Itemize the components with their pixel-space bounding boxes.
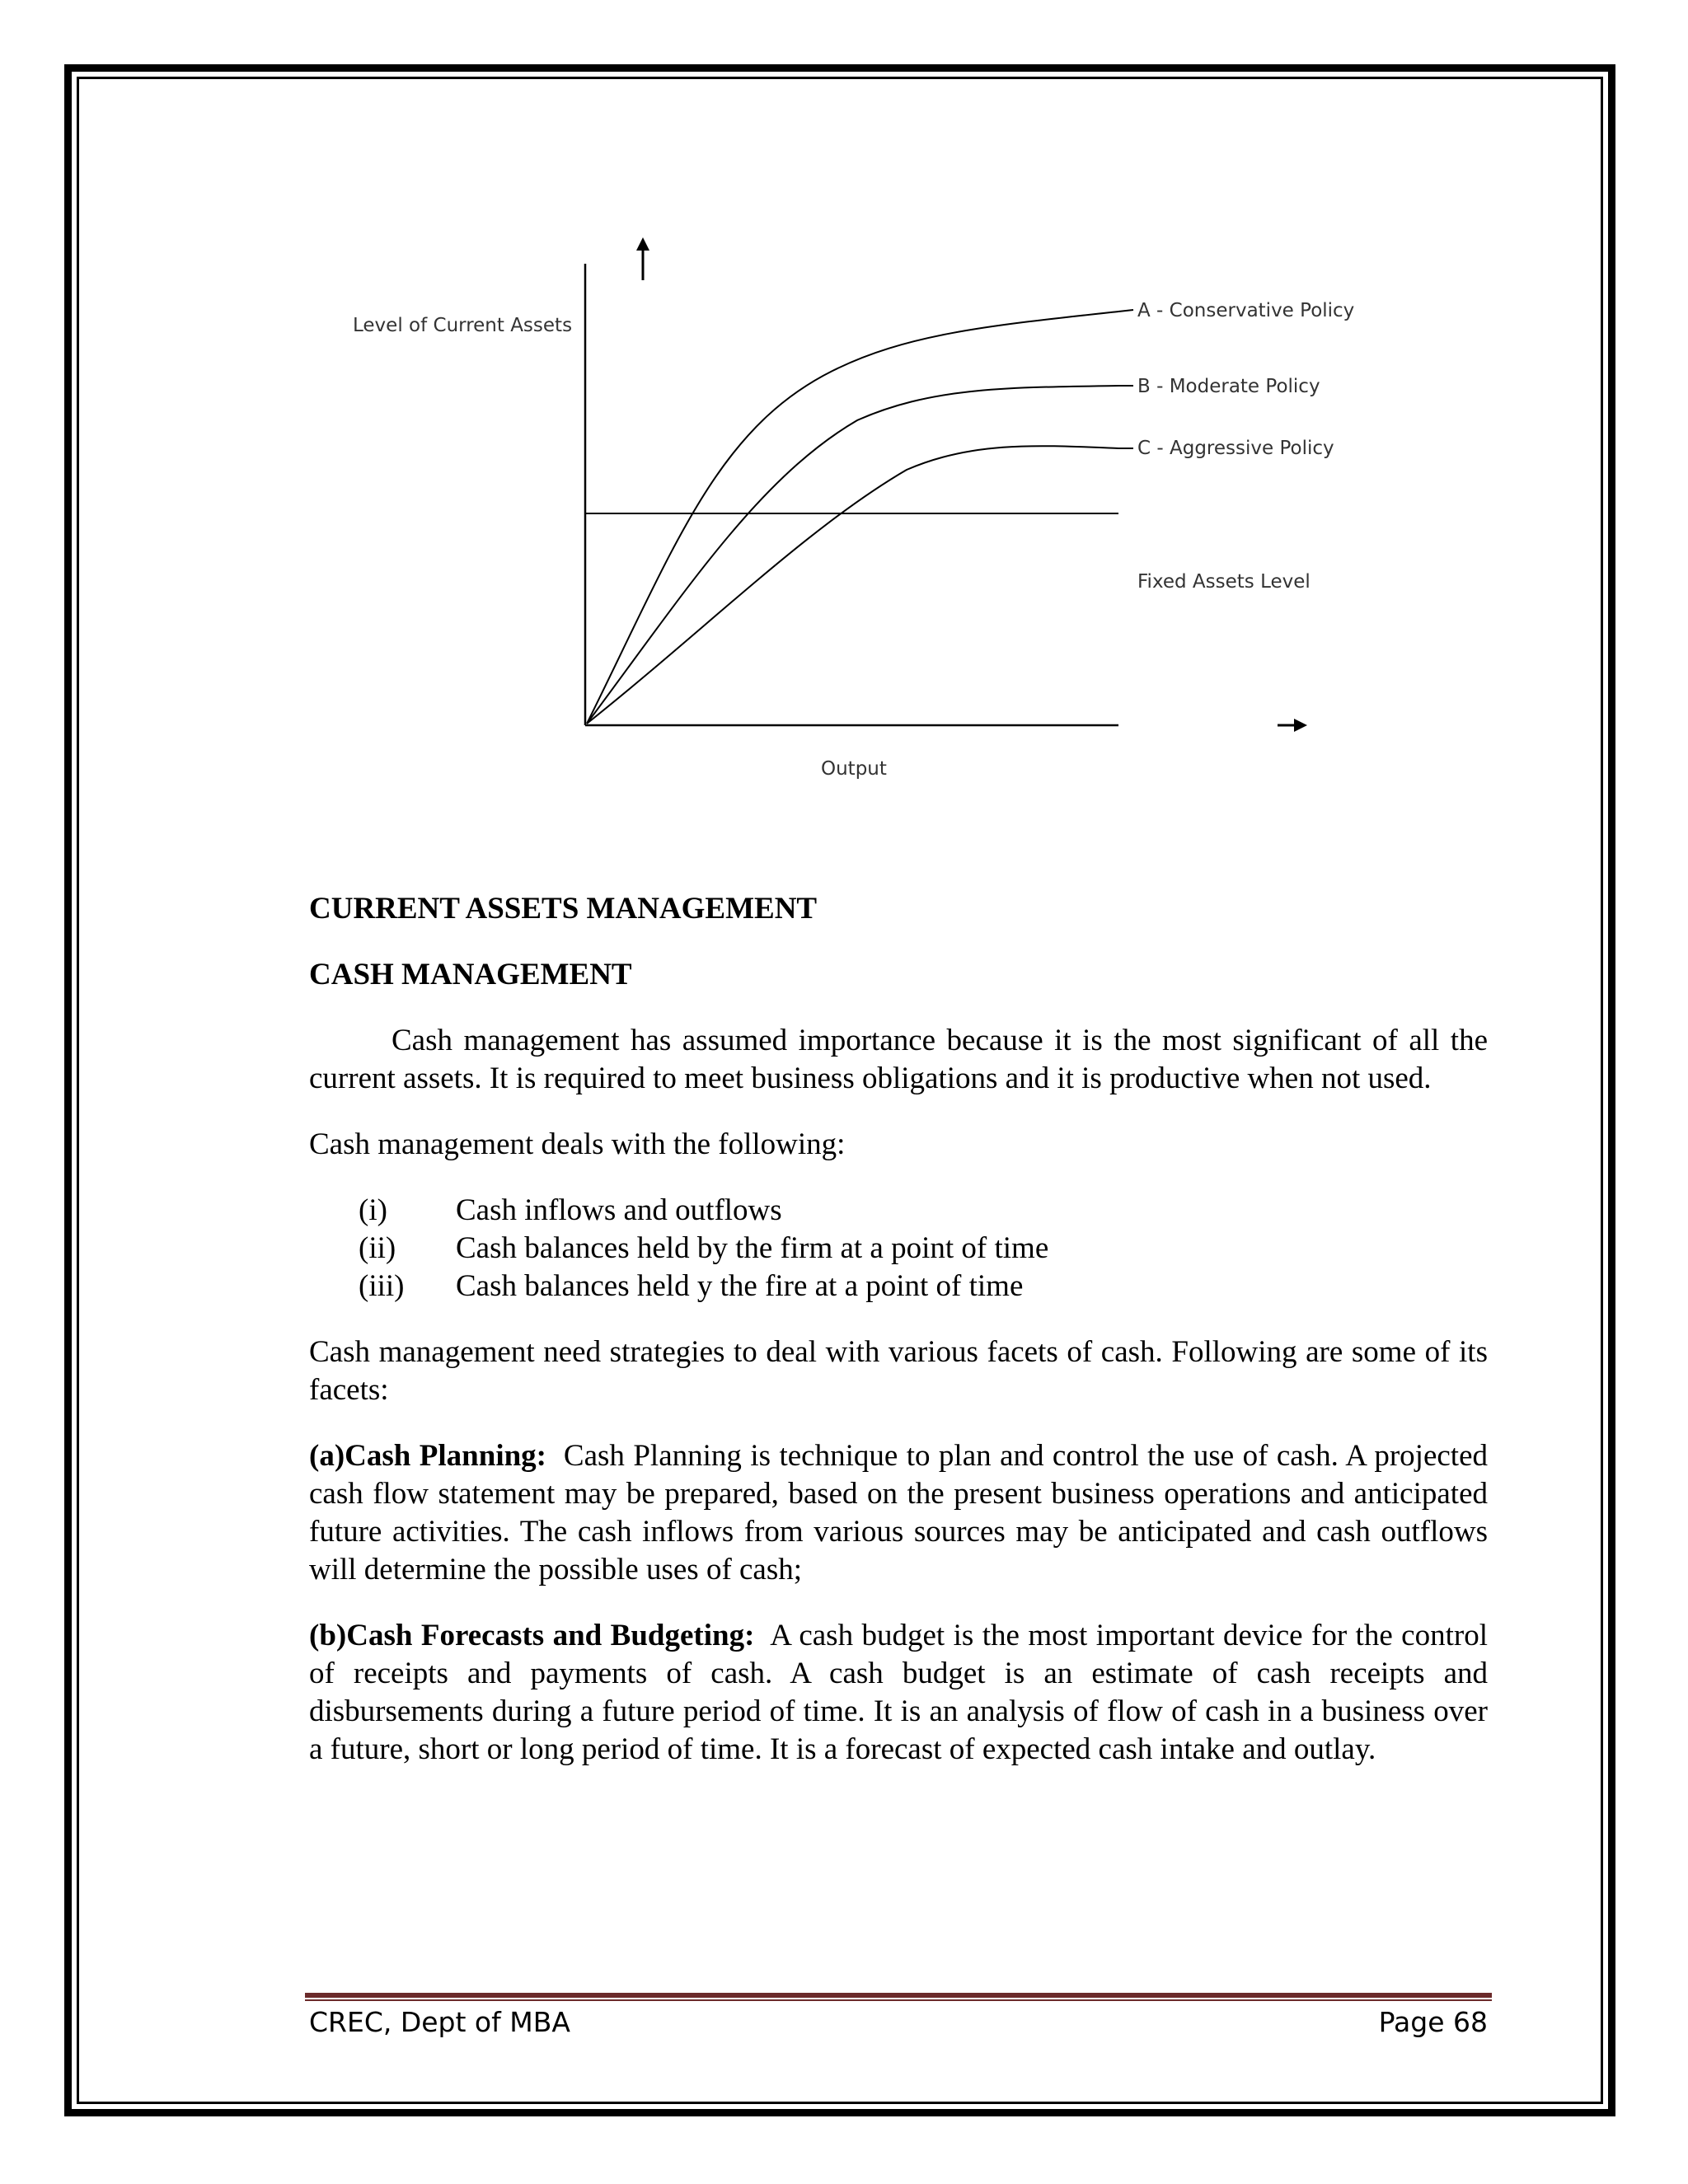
main-content (309, 890, 1488, 1797)
y-arrow-icon (636, 237, 649, 280)
footer-page-number: Page 68 (1378, 2006, 1488, 2038)
list-item (359, 1192, 1488, 1230)
cash-forecasts-title: (b)Cash Forecasts and Budgeting: (309, 1619, 755, 1652)
x-axis-label: Output (821, 758, 887, 780)
cash-planning-text: Cash Planning is technique to plan and control the use of cash. A projected cash flow statement may be prepared, based on the present business operations and anticipated future activities. The cash inflows from various sources may be anticipated and cash outflows will determine the possible uses of cash; (309, 1439, 1488, 1586)
curve-a-conservative (587, 312, 1118, 724)
list-item (359, 1268, 1488, 1305)
footer-divider (305, 1993, 1492, 2001)
intro-paragraph: Cash management has assumed importance because it is the most significant of all the current assets. It is required to meet business obligations and it is productive when not used. (309, 1024, 1488, 1095)
curve-a-label: A - Conservative Policy (1137, 300, 1355, 321)
curve-b-moderate (587, 386, 1118, 724)
list-item-number: (ii) (359, 1231, 396, 1265)
curve-c-aggressive (587, 446, 1118, 724)
footer-department: CREC, Dept of MBA (309, 2006, 570, 2038)
section-heading: CURRENT ASSETS MANAGEMENT (309, 892, 818, 926)
strategies-paragraph: Cash management need strategies to deal with various facets of cash. Following are some of its facets: (309, 1335, 1488, 1407)
working-capital-policy-diagram (330, 231, 1401, 808)
list-item-text: Cash inflows and outflows (456, 1193, 782, 1227)
cash-forecasts-text: A cash budget is the most important device for the control of receipts and payments of cash. A cash budget is an estimate of cash receipts and disbursements during a future period of time. It is an analysis of flow of cash in a business over a future, short or long period of time. It is a forecast of expected cash intake and outlay. (309, 1619, 1488, 1766)
list-item (359, 1230, 1488, 1268)
curve-b-label: B - Moderate Policy (1137, 376, 1320, 397)
subsection-heading: CASH MANAGEMENT (309, 958, 632, 991)
x-arrow-icon (1278, 719, 1307, 732)
list-item-text: Cash balances held by the firm at a point of time (456, 1231, 1049, 1265)
y-axis-label: Level of Current Assets (353, 315, 573, 336)
list-item-number: (iii) (359, 1269, 405, 1303)
cash-forecasts-paragraph (309, 1617, 1488, 1769)
deals-paragraph: Cash management deals with the following: (309, 1127, 846, 1161)
list-item-text: Cash balances held y the fire at a point of time (456, 1269, 1024, 1303)
fixed-assets-label: Fixed Assets Level (1137, 571, 1311, 593)
cash-planning-paragraph (309, 1437, 1488, 1589)
cash-planning-title: (a)Cash Planning: (309, 1439, 546, 1473)
page-footer (309, 2006, 1488, 2038)
cash-management-list (359, 1192, 1488, 1305)
curve-c-label: C - Aggressive Policy (1137, 438, 1334, 459)
list-item-number: (i) (359, 1193, 387, 1227)
